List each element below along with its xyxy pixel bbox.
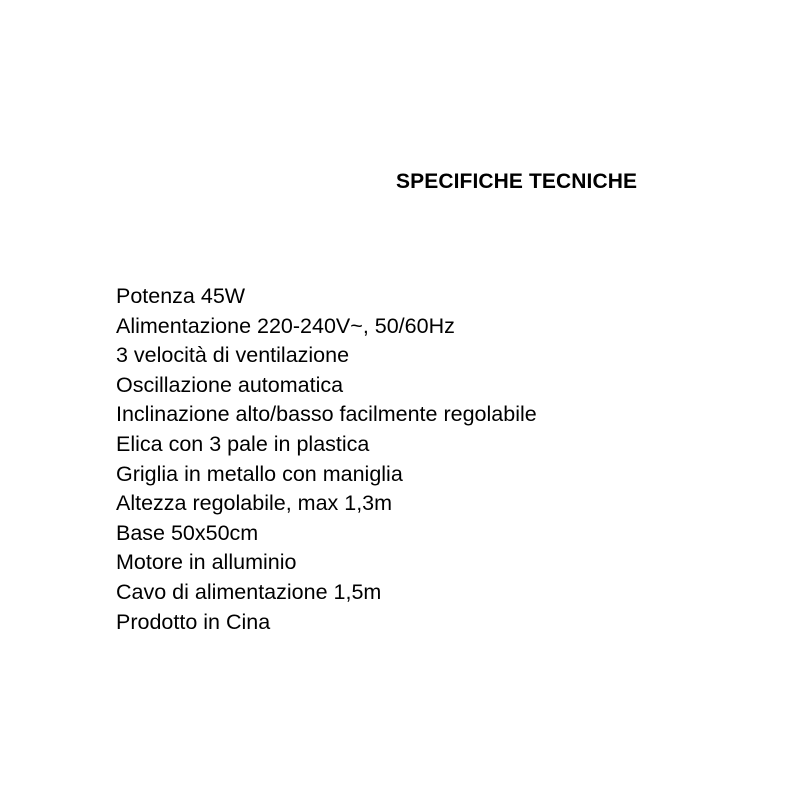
- spec-item-height: Altezza regolabile, max 1,3m: [116, 491, 393, 516]
- spec-item-power: Potenza 45W: [116, 284, 246, 308]
- spec-item-grille: Griglia in metallo con maniglia: [116, 461, 403, 486]
- page-title: SPECIFICHE TECNICHE: [396, 170, 638, 193]
- spec-item-tilt: Inclinazione alto/basso facilmente regolabile: [116, 402, 537, 427]
- spec-item-blades: Elica con 3 pale in plastica: [116, 431, 370, 456]
- spec-item-motor: Motore in alluminio: [116, 550, 297, 575]
- spec-list: [116, 282, 537, 637]
- spec-item-base: Base 50x50cm: [116, 520, 259, 545]
- spec-item-oscillation: Oscillazione automatica: [116, 372, 344, 397]
- spec-item-power-supply: Alimentazione 220-240V~, 50/60Hz: [116, 313, 455, 338]
- spec-item-speeds: 3 velocità di ventilazione: [116, 343, 350, 368]
- spec-item-origin: Prodotto in Cina: [116, 609, 271, 634]
- spec-item-cable: Cavo di alimentazione 1,5m: [116, 579, 382, 604]
